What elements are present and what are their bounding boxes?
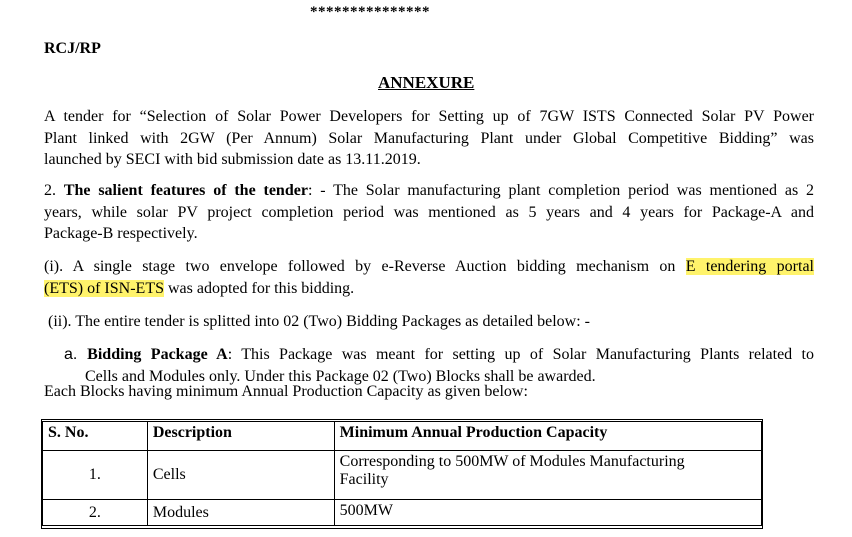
table-header-row: [43, 422, 762, 451]
header-capacity: Minimum Annual Production Capacity: [334, 422, 761, 451]
paragraph-line: Each Blocks having minimum Annual Production Capacity as given below:: [44, 383, 528, 400]
paragraph-text: : - The Solar manufacturing plant completion period was mentioned as 2: [307, 182, 815, 199]
cell-sno: 2.: [43, 500, 148, 526]
header-description: Description: [147, 422, 334, 451]
paragraph-packages: [48, 311, 818, 333]
header-sno: S. No.: [43, 422, 148, 451]
paragraph-line: [44, 256, 814, 278]
paragraph-line: Cells and Modules only. Under this Package 02 (Two) Blocks shall be awarded.: [85, 367, 596, 385]
paragraph-line: Package-B respectively.: [44, 225, 198, 242]
reference-code: RCJ/RP: [44, 40, 101, 57]
paragraph-line: A tender for “Selection of Solar Power Developers for Setting up of 7GW ISTS Connected Solar PV Power: [44, 108, 814, 125]
capacity-line: Facility: [339, 471, 389, 488]
cell-capacity: 500MW: [334, 500, 761, 526]
table-row: [43, 500, 762, 526]
paragraph-line: years, while solar PV project completion period was mentioned as 5 years and 4 years for Package-A and: [44, 203, 814, 221]
paragraph-line: Plant linked with 2GW (Per Annum) Solar Manufacturing Plant under Global Competitive Bidding” was: [44, 129, 814, 147]
separator-stars: ***************: [310, 4, 430, 20]
page-title: ANNEXURE: [378, 73, 475, 92]
cell-capacity: [334, 451, 761, 500]
paragraph-capacity-intro: [44, 381, 814, 403]
highlighted-text: E tendering portal: [685, 258, 814, 275]
capacity-line: Corresponding to 500MW of Modules Manufacturing: [339, 453, 685, 470]
capacity-table: [42, 421, 762, 526]
paragraph-line: [64, 344, 814, 366]
paragraph-bidding-mechanism: [44, 256, 814, 299]
highlighted-text: (ETS) of ISN-ETS: [44, 279, 164, 297]
package-heading: Bidding Package A: [87, 346, 228, 363]
section-heading: The salient features of the tender: [63, 182, 308, 199]
paragraph-text: was adopted for this bidding.: [163, 279, 355, 297]
paragraph-text: (i). A single stage two envelope followed by e-Reverse Auction bidding mechanism on: [44, 258, 686, 275]
cell-description: Cells: [147, 451, 334, 500]
cell-description: Modules: [147, 500, 334, 526]
paragraph-line: [44, 180, 814, 202]
paragraph-salient-features: [44, 180, 814, 245]
paragraph-line: launched by SECI with bid submission date as 13.11.2019.: [44, 151, 421, 168]
table-row: [43, 451, 762, 500]
paragraph-text: : This Package was meant for setting up of Solar Manufacturing Plants related to: [227, 346, 814, 363]
paragraph-line: (ii). The entire tender is splitted into 02 (Two) Bidding Packages as detailed below: -: [48, 313, 591, 330]
section-number: 2.: [44, 182, 64, 199]
cell-sno: 1.: [43, 451, 148, 500]
paragraph-intro: [44, 106, 814, 171]
list-marker: a.: [64, 346, 88, 363]
paragraph-line: [44, 278, 814, 300]
